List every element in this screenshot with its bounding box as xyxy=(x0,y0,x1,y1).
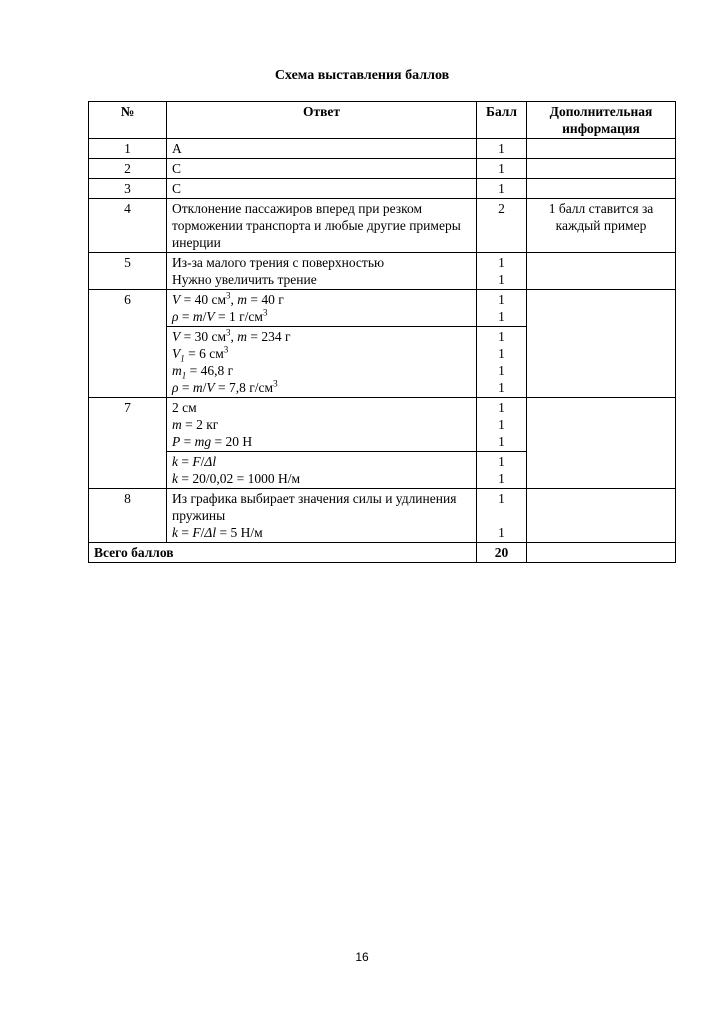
row-number: 7 xyxy=(89,398,167,489)
page-title: Схема выставления баллов xyxy=(274,68,450,83)
row-answer: k = F/Δl k = 20/0,02 = 1000 Н/м xyxy=(167,452,477,489)
row-number: 2 xyxy=(89,159,167,179)
row-points: 1 xyxy=(477,179,527,199)
header-info: Дополнительная информация xyxy=(527,102,676,139)
row-number: 5 xyxy=(89,253,167,290)
row-info xyxy=(527,159,676,179)
row-answer: A xyxy=(167,139,477,159)
row-answer: V = 40 $см^3$, m = 40 г ρ = m/V = 1 $г/см^3$ xyxy=(167,290,477,327)
row-info xyxy=(527,398,676,489)
row-points: 1 1 1 xyxy=(477,398,527,452)
table-row xyxy=(89,159,676,179)
row-number: 8 xyxy=(89,489,167,543)
total-row xyxy=(89,543,676,563)
row-number: 4 xyxy=(89,199,167,253)
row-info xyxy=(527,179,676,199)
row-points: 2 xyxy=(477,199,527,253)
row-points: 1 xyxy=(477,139,527,159)
row-answer: Отклонение пассажиров вперед при резком торможении транспорта и любые другие примеры инерции xyxy=(167,199,477,253)
table-header-row xyxy=(89,102,676,139)
row-number: 1 xyxy=(89,139,167,159)
row-info xyxy=(527,489,676,543)
row-points: 1 1 xyxy=(477,290,527,327)
row-answer: C xyxy=(167,179,477,199)
row-answer: 2 см m = 2 кг P = mg = 20 Н xyxy=(167,398,477,452)
row-info xyxy=(527,290,676,398)
row-points: 1 xyxy=(477,159,527,179)
row-info xyxy=(527,139,676,159)
table-row xyxy=(89,139,676,159)
row-answer: C xyxy=(167,159,477,179)
page-number: 16 xyxy=(355,950,369,964)
row-points: 1 1 1 1 xyxy=(477,327,527,398)
header-points: Балл xyxy=(477,102,527,139)
row-number: 6 xyxy=(89,290,167,398)
row-number: 3 xyxy=(89,179,167,199)
row-points: 1 1 xyxy=(477,253,527,290)
row-answer: Из графика выбирает значения силы и удлинения пружины k = F/Δl = 5 Н/м xyxy=(167,489,477,543)
table-row xyxy=(89,199,676,253)
row-points: 1 1 xyxy=(477,489,527,543)
table-row xyxy=(89,398,676,452)
header-answer: Ответ xyxy=(167,102,477,139)
scoring-table xyxy=(88,101,676,563)
row-points: 1 1 xyxy=(477,452,527,489)
table-row xyxy=(89,179,676,199)
row-info: 1 балл ставится за каждый пример xyxy=(527,199,676,253)
row-answer: V = 30 $см^3$, m = 234 г $V_1 = 6$ $см^3$ $m_1 = 46,8$ г ρ = m/V = 7,8 $г/см^3$ xyxy=(167,327,477,398)
table-row xyxy=(89,253,676,290)
total-label: Всего баллов xyxy=(89,543,477,563)
row-info xyxy=(527,543,676,563)
row-answer: Из-за малого трения с поверхностью Нужно увеличить трение xyxy=(167,253,477,290)
row-info xyxy=(527,253,676,290)
table-row xyxy=(89,290,676,327)
total-value: 20 xyxy=(477,543,527,563)
header-number: № xyxy=(89,102,167,139)
table-row xyxy=(89,489,676,543)
